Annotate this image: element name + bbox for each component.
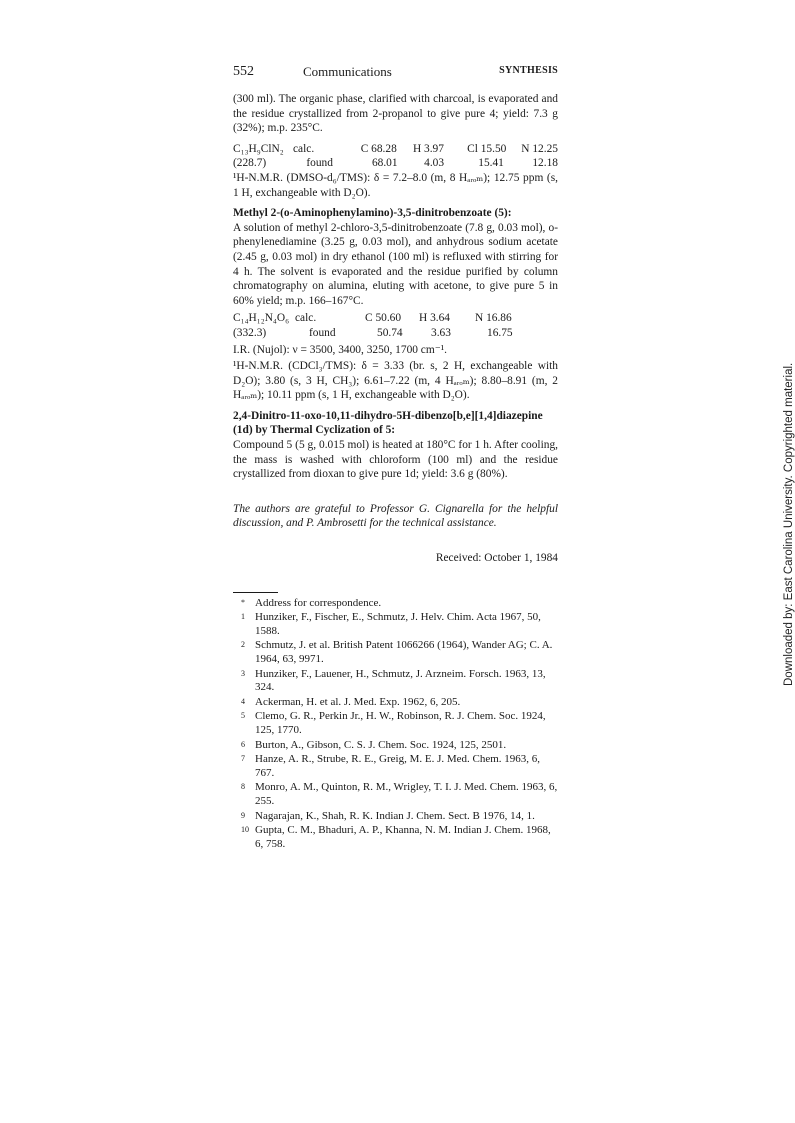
- journal-section: Communications: [303, 64, 392, 79]
- analysis-table-4: [233, 142, 558, 171]
- paragraph-synthesis-5: A solution of methyl 2-chloro-3,5-dinitrobenzoate (7.8 g, 0.03 mol), o-phenylenediamine (3.25 g, 0.03 mol), and anhydrous sodium acetate (2.45 g, 0.03 mol) in dry ethanol (100 ml) is refluxed with stirring for 4 h. The solvent is evaporated and the residue purified by column chromatography on alumina, eluting with acetone, to give pure 5 in 60% yield; m.p. 166–167°C.: [233, 221, 558, 307]
- received-date: Received: October 1, 1984: [435, 552, 558, 565]
- analysis-row-calc: [233, 311, 558, 326]
- reference-number: 1: [241, 612, 245, 622]
- reference-number: 3: [241, 668, 245, 678]
- analysis-row-found: [233, 326, 558, 341]
- reference-number: 6: [241, 739, 245, 749]
- reference-item: [233, 597, 558, 611]
- main-column: [233, 92, 558, 851]
- value-cell: N 12.25: [521, 142, 558, 155]
- reference-number: 9: [241, 810, 245, 820]
- reference-text: Ackerman, H. et al. J. Med. Exp. 1962, 6, 205.: [255, 695, 461, 708]
- footnote-divider: [233, 592, 278, 593]
- formula-cell: C₁₄H₁₂N₄O₆: [233, 312, 290, 325]
- value-cell: 3.63: [431, 326, 451, 339]
- analysis-row-calc: [233, 142, 558, 157]
- reference-number: 4: [241, 696, 245, 706]
- ir-data-5: I.R. (Nujol): ν = 3500, 3400, 3250, 1700 cm⁻¹.: [233, 343, 447, 356]
- paragraph-cyclization: Compound 5 (5 g, 0.015 mol) is heated at 180°C for 1 h. After cooling, the mass is washed with chloroform (100 ml) and the residue crystallized from dioxan to give pure 1d; yield: 3.6 g (80%).: [233, 439, 558, 481]
- label-cell: found: [309, 326, 336, 339]
- section-heading-compound-1d: 2,4-Dinitro-11-oxo-10,11-dihydro-5H-dibenzo[b,e][1,4]diazepine (1d) by Thermal Cyclization of 5:: [233, 409, 543, 437]
- value-cell: 15.41: [478, 157, 504, 170]
- value-cell: 16.75: [487, 326, 513, 339]
- paragraph-workup: (300 ml). The organic phase, clarified with charcoal, is evaporated and the residue crystallized from 2-propanol to give pure 4; yield: 7.3 g (32%); m.p. 235°C.: [233, 93, 558, 135]
- value-cell: C 68.28: [360, 142, 397, 155]
- value-cell: 4.03: [424, 157, 445, 170]
- nmr-data-4: ¹H-N.M.R. (DMSO-d₆/TMS): δ = 7.2–8.0 (m, 8 Hₐᵣₒₘ); 12.75 ppm (s, 1 H, exchangeable with D₂O).: [233, 171, 558, 199]
- reference-number: 2: [241, 640, 245, 650]
- reference-text: Monro, A. M., Quinton, R. M., Wrigley, T. I. J. Med. Chem. 1963, 6, 255.: [255, 781, 558, 807]
- section-heading-compound-5: Methyl 2-(o-Aminophenylamino)-3,5-dinitrobenzoate (5):: [233, 207, 512, 220]
- analysis-row-found: [233, 156, 558, 171]
- reference-item: [233, 810, 558, 824]
- reference-number: 7: [241, 754, 245, 764]
- value-cell: C 50.60: [365, 312, 402, 325]
- value-cell: H 3.64: [419, 312, 451, 325]
- mw-cell: (332.3): [233, 326, 267, 339]
- reference-item: [233, 824, 558, 851]
- reference-number: 8: [241, 782, 245, 792]
- reference-item: [233, 696, 558, 710]
- reference-text: Nagarajan, K., Shah, R. K. Indian J. Chem. Sect. B 1976, 14, 1.: [255, 809, 535, 822]
- label-cell: calc.: [292, 142, 315, 155]
- reference-text: Hunziker, F., Fischer, E., Schmutz, J. Helv. Chim. Acta 1967, 50, 1588.: [255, 611, 541, 637]
- reference-item: [233, 668, 558, 695]
- reference-text: Address for correspondence.: [255, 596, 382, 609]
- nmr-data-5: ¹H-N.M.R. (CDCl₃/TMS): δ = 3.33 (br. s, 2 H, exchangeable with D₂O); 3.80 (s, 3 H, CH₃); 6.61–7.22 (m, 4 Hₐᵣₒₘ); 8.80–8.91 (m, 2 Hₐᵣₒₘ); 10.11 ppm (s, 1 H, exchangeable with D₂O).: [233, 360, 558, 402]
- reference-item: [233, 639, 558, 666]
- value-cell: 68.01: [371, 157, 398, 170]
- value-cell: 50.74: [377, 326, 403, 339]
- page-number: 552: [233, 64, 254, 79]
- page-header: [233, 64, 558, 82]
- download-watermark: Downloaded by: East Carolina University. Copyrighted material.: [783, 362, 795, 686]
- mw-cell: (228.7): [233, 157, 267, 170]
- reference-item: [233, 739, 558, 753]
- reference-text: Hunziker, F., Lauener, H., Schmutz, J. Arzneim. Forsch. 1963, 13, 324.: [255, 667, 546, 694]
- reference-item: [233, 710, 558, 737]
- reference-text: Gupta, C. M., Bhaduri, A. P., Khanna, N. M. Indian J. Chem. 1968, 6, 758.: [255, 824, 551, 850]
- reference-text: Hanze, A. R., Strube, R. E., Greig, M. E. J. Med. Chem. 1963, 6, 767.: [255, 753, 541, 779]
- reference-number: 5: [241, 711, 245, 721]
- reference-item: [233, 781, 558, 808]
- reference-item: [233, 611, 558, 638]
- value-cell: H 3.97: [412, 142, 444, 155]
- reference-item: [233, 753, 558, 780]
- reference-text: Burton, A., Gibson, C. S. J. Chem. Soc. 1924, 125, 2501.: [255, 738, 507, 751]
- reference-number: *: [241, 597, 245, 607]
- value-cell: 12.18: [532, 157, 558, 170]
- journal-name: SYNTHESIS: [499, 65, 558, 76]
- label-cell: found: [306, 157, 333, 170]
- acknowledgement: The authors are grateful to Professor G. Cignarella for the helpful discussion, and P. Ambrosetti for the technical assistance.: [233, 502, 558, 530]
- formula-cell: C₁₃H₉ClN₂: [233, 142, 284, 155]
- label-cell: calc.: [295, 312, 317, 325]
- reference-text: Clemo, G. R., Perkin Jr., H. W., Robinson, R. J. Chem. Soc. 1924, 125, 1770.: [255, 710, 546, 736]
- reference-text: Schmutz, J. et al. British Patent 1066266 (1964), Wander AG; C. A. 1964, 63, 9971.: [255, 639, 553, 665]
- reference-number: 10: [241, 825, 249, 835]
- reference-list: [233, 597, 558, 852]
- value-cell: Cl 15.50: [467, 142, 507, 155]
- analysis-table-5: [233, 311, 558, 340]
- value-cell: N 16.86: [475, 312, 512, 325]
